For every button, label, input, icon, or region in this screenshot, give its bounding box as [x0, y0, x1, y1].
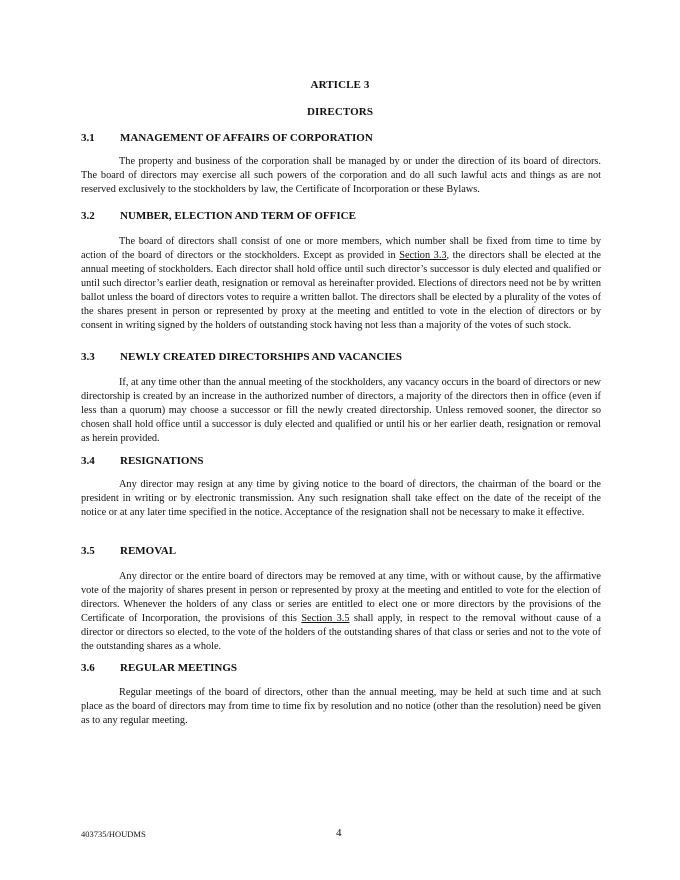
- page-number: 4: [336, 827, 342, 839]
- section-reference-link[interactable]: Section 3.5: [301, 613, 350, 624]
- section-number: 3.2: [81, 210, 95, 222]
- section-heading: [81, 545, 176, 557]
- section-paragraph: [81, 570, 601, 654]
- section-title: NEWLY CREATED DIRECTORSHIPS AND VACANCIES: [120, 351, 402, 363]
- section-paragraph: [81, 235, 601, 333]
- section-number: 3.3: [81, 351, 95, 363]
- section-title: REMOVAL: [120, 545, 177, 557]
- article-title: ARTICLE 3: [310, 79, 370, 91]
- section-paragraph: Any director may resign at any time by giving notice to the board of directors, the chairman of the board or the president in writing or by electronic transmission. Any such resignation shall take effect on the date of the receipt of the notice or at any later time specified in the notice. Acceptance of the resignation shall not be necessary to make it effective.: [81, 479, 601, 518]
- section-paragraph: Regular meetings of the board of directors, other than the annual meeting, may be held at such time and at such place as the board of directors may from time to time fix by resolution and no notice (other than the resolution) need be given as to any regular meeting.: [81, 687, 601, 726]
- section-number: 3.6: [81, 662, 95, 674]
- paragraph-text: The board of directors shall consist of one or more members, which number shall be fixed from time to time by action of the board of directors or the stockholders. Except as provided in: [81, 236, 601, 261]
- section-heading: [81, 351, 402, 363]
- paragraph-text: Any director or the entire board of directors may be removed at any time, with or without cause, by the affirmative vote of the majority of shares present in person or represented by proxy at the meeting and entitled to vote for the election of directors. Whenever the holders of any class or series are entitled to elect one or more directors by the provisions of the Certificate of Incorporation, the provisions of this: [81, 571, 601, 624]
- section-number: 3.5: [81, 545, 95, 557]
- section-title: RESIGNATIONS: [120, 455, 204, 467]
- article-subtitle: DIRECTORS: [306, 106, 374, 118]
- section-title: NUMBER, ELECTION AND TERM OF OFFICE: [120, 210, 356, 222]
- section-reference-link[interactable]: Section 3.3: [399, 250, 447, 261]
- section-number: 3.1: [81, 132, 95, 144]
- section-title: REGULAR MEETINGS: [120, 662, 238, 674]
- section-number: 3.4: [81, 455, 95, 467]
- section-paragraph: If, at any time other than the annual meeting of the stockholders, any vacancy occurs in the board of directors or new directorship is created by an increase in the authorized number of directors, a majority of the directors then in office (even if less than a quorum) may choose a successor or fill the newly created directorship. Unless removed sooner, the director so chosen shall hold office until a successor is duly elected and qualified or until his or her earlier death, resignation or removal as herein provided.: [81, 377, 601, 444]
- section-heading: [81, 455, 204, 467]
- section-heading: [81, 210, 356, 222]
- section-title: MANAGEMENT OF AFFAIRS OF CORPORATION: [120, 132, 373, 144]
- section-paragraph: The property and business of the corporation shall be managed by or under the direction of its board of directors. The board of directors may exercise all such powers of the corporation and do all such lawful acts and things as are not reserved exclusively to the stockholders by law, the Certificate of Incorporation or these Bylaws.: [81, 156, 601, 195]
- paragraph-text: shall apply, in respect to the removal without cause of a director or directors so elected, to the vote of the holders of the outstanding shares of that class or series and not to the vote of the outstanding shares as a whole.: [81, 613, 601, 652]
- section-heading: [81, 132, 373, 144]
- paragraph-text: , the directors shall be elected at the annual meeting of stockholders. Each director shall hold office until such director’s successor is duly elected and qualified or until such director’s earlier death, resignation or removal as hereinafter provided. Elections of directors need not be by written ballot unless the board of directors votes to require a written ballot. The directors shall be elected by a plurality of the votes of the shares present in person or represented by proxy at the meeting and entitled to vote in the election of directors or by consent in writing signed by the holders of outstanding stock having not less than a majority of the votes of such stock.: [81, 250, 601, 331]
- footer-document-id: 403735/HOUDMS: [81, 829, 146, 839]
- section-heading: [81, 662, 237, 674]
